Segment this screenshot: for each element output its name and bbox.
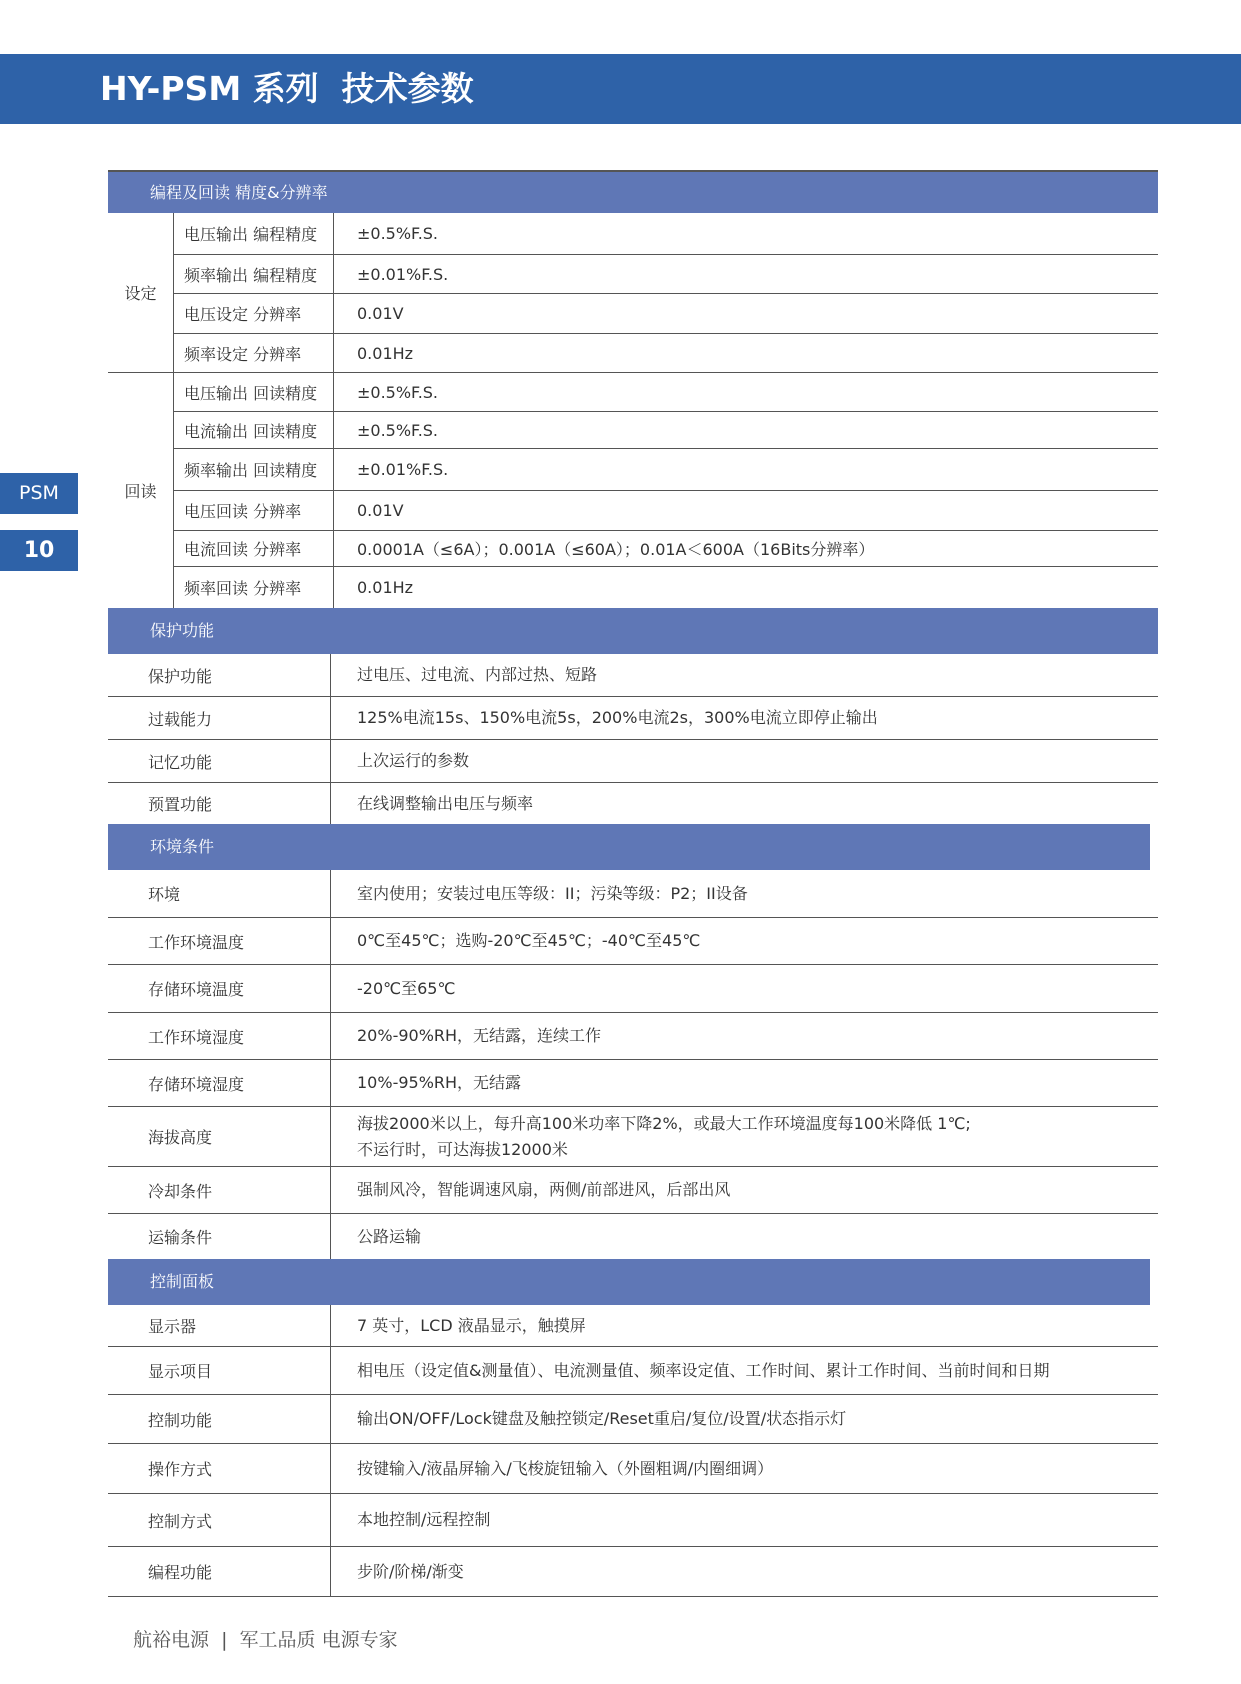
row-value: 0.01Hz [357,578,414,597]
row-label: 电压回读 分辨率 [174,491,334,530]
row-value: 室内使用；安装过电压等级：II；污染等级：P2；II设备 [357,883,748,903]
row-label: 保护功能 [108,654,331,696]
row-value: 0.01V [357,501,404,520]
row-label: 频率输出 回读精度 [174,449,334,490]
row-value: 0.01V [357,304,404,323]
row-value: ±0.5%F.S. [357,224,439,243]
row-value: 本地控制/远程控制 [357,1510,491,1529]
row-value-cell [357,1107,1158,1166]
section-header-control: 控制面板 [108,1259,1150,1305]
row-label: 环境 [108,870,331,917]
group-label-readback: 回读 [108,373,174,608]
row-label: 工作环境湿度 [108,1013,331,1059]
row-value: 公路运输 [357,1226,422,1246]
footer-slogan: 航裕电源 | 军工品质 电源专家 [133,1629,398,1651]
table-row [174,255,1158,294]
row-label: 海拔高度 [108,1107,331,1166]
row-value: ±0.01%F.S. [357,460,449,479]
section-header-precision: 编程及回读 精度&分辨率 [108,172,1158,213]
table-row [108,1167,1158,1214]
row-label: 频率输出 编程精度 [174,255,334,293]
table-row [108,1347,1158,1395]
row-label: 记忆功能 [108,740,331,782]
row-value: 0℃至45℃；选购-20℃至45℃；-40℃至45℃ [357,931,701,950]
row-value: -20℃至65℃ [357,978,456,998]
table-row [108,918,1158,965]
page-number: 10 [0,530,78,571]
row-label: 存储环境湿度 [108,1060,331,1106]
row-value: 过电压、过电流、内部过热、短路 [357,665,598,684]
row-label: 频率回读 分辨率 [174,567,334,608]
table-row [174,213,1158,255]
table-row [108,1444,1158,1494]
table-row [108,1395,1158,1444]
table-row [108,1494,1158,1547]
row-value: 10%-95%RH，无结露 [357,1073,522,1092]
row-label: 电流回读 分辨率 [174,531,334,566]
group-label-setting: 设定 [108,213,174,373]
row-value: 输出ON/OFF/Lock键盘及触控锁定/Reset重启/复位/设置/状态指示灯 [357,1409,847,1428]
row-label: 冷却条件 [108,1167,331,1213]
row-label: 控制方式 [108,1494,331,1546]
row-value: 20%-90%RH，无结露，连续工作 [357,1026,602,1045]
header-bar [0,54,1241,124]
row-value: 上次运行的参数 [357,751,470,770]
page-title: HY-PSM 系列 技术参数 [100,69,474,108]
row-value: ±0.01%F.S. [357,264,449,284]
row-value: 相电压（设定值&测量值）、电流测量值、频率设定值、工作时间、累计工作时间、当前时间和日期 [357,1360,1050,1380]
row-value: 0.0001A（≤6A）；0.001A（≤60A）；0.01A＜600A（16Bits分辨率） [357,540,875,559]
row-label: 运输条件 [108,1214,331,1259]
row-label: 显示项目 [108,1347,331,1394]
row-value: 125%电流15s、150%电流5s，200%电流2s，300%电流立即停止输出 [357,708,878,727]
series-tab: PSM [0,473,78,514]
row-value: 在线调整输出电压与频率 [357,793,534,813]
table-row [174,373,1158,412]
table-row [174,449,1158,491]
row-label: 电压输出 编程精度 [174,213,334,254]
row-value: 海拔2000米以上，每升高100米功率下降2%，或最大工作环境温度每100米降低 1℃; 不运行时，可达海拔12000米 [357,1113,971,1159]
row-label: 编程功能 [108,1547,331,1596]
row-value: 强制风冷，智能调速风扇，两侧/前部进风，后部出风 [357,1180,731,1199]
row-value: ±0.5%F.S. [357,420,439,440]
table-row [174,531,1158,567]
row-label: 存储环境温度 [108,965,331,1012]
table-row [108,1305,1158,1347]
row-value: 步阶/阶梯/渐变 [357,1561,464,1581]
table-row [108,1060,1158,1107]
row-value: 0.01Hz [357,343,414,363]
row-value: ±0.5%F.S. [357,382,439,402]
row-label: 过载能力 [108,697,331,739]
row-label: 控制功能 [108,1395,331,1443]
table-row [108,1547,1158,1597]
table-row [108,870,1158,918]
table-row [108,1013,1158,1060]
table-row [174,334,1158,373]
section-header-environment: 环境条件 [108,824,1150,870]
table-row [174,412,1158,449]
row-label: 预置功能 [108,783,331,824]
table-row [108,654,1158,697]
table-row [174,294,1158,334]
row-value: 按键输入/液晶屏输入/飞梭旋钮输入（外圈粗调/内圈细调） [357,1458,774,1478]
table-row [108,783,1158,824]
row-label: 电压设定 分辨率 [174,294,334,333]
row-label: 电压输出 回读精度 [174,373,334,411]
section-header-protection: 保护功能 [108,608,1158,654]
table-row [174,567,1158,608]
table-row [108,965,1158,1013]
table-row [174,491,1158,531]
table-row [108,1107,1158,1167]
row-label: 显示器 [108,1305,331,1346]
row-label: 操作方式 [108,1444,331,1493]
row-label: 工作环境温度 [108,918,331,964]
table-row [108,697,1158,740]
table-row [108,740,1158,783]
row-label: 频率设定 分辨率 [174,334,334,372]
row-value: 7 英寸，LCD 液晶显示，触摸屏 [357,1315,586,1335]
row-label: 电流输出 回读精度 [174,412,334,448]
table-row [108,1214,1158,1259]
